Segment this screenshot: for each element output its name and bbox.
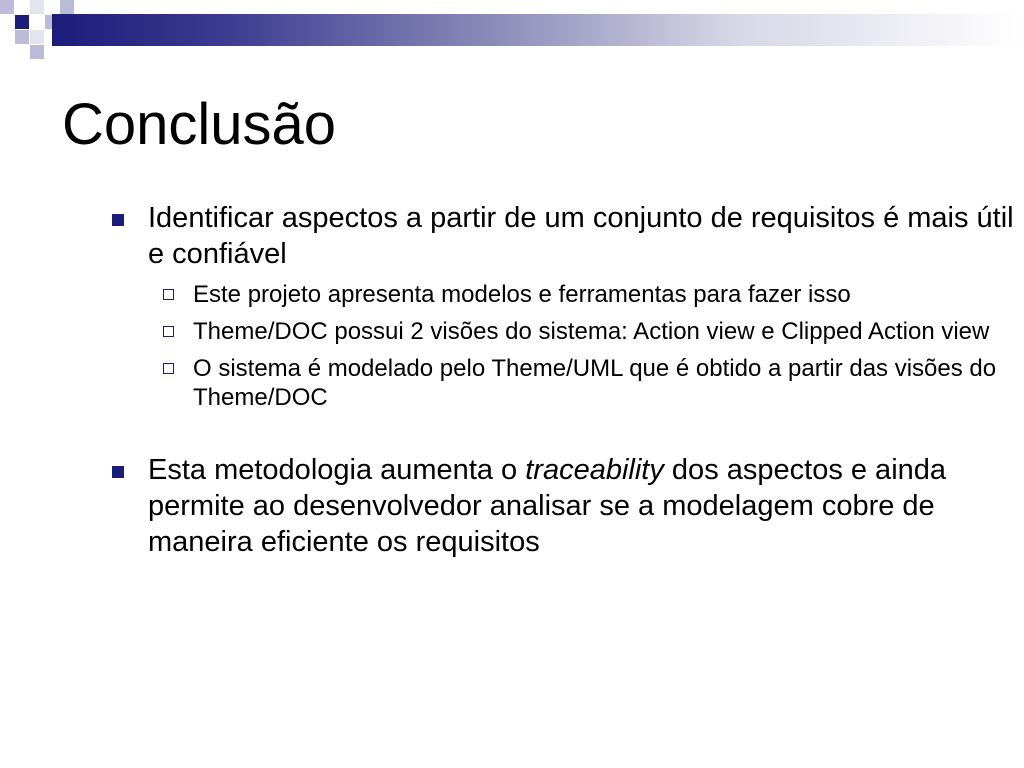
sub-bullet-text: Este projeto apresenta modelos e ferramentas para fazer isso (193, 281, 851, 308)
bullet-item (148, 200, 1014, 412)
sub-bullet-item (193, 280, 1005, 309)
sub-bullet-item (193, 317, 1005, 346)
header-decoration (0, 0, 1024, 64)
decorative-square (15, 30, 29, 44)
bullet-text-emphasis: traceability (525, 454, 664, 486)
sub-bullet-item (193, 354, 1005, 412)
bullet-text: Identificar aspectos a partir de um conjunto de requisitos é mais útil e confiável (148, 202, 1014, 270)
sub-bullet-text: Theme/DOC possui 2 visões do sistema: Action view e Clipped Action view (193, 318, 990, 345)
decorative-square (15, 15, 29, 29)
filled-square-icon (112, 214, 124, 226)
hollow-square-icon (163, 326, 174, 337)
bullet-text-start: Esta metodologia aumenta o (148, 454, 526, 486)
filled-square-icon (112, 466, 124, 478)
decorative-square (30, 45, 44, 59)
decorative-square (60, 0, 74, 14)
bullet-text-end: dos aspectos e ainda permite ao desenvolvedor analisar se a modelagem cobre de maneira eficiente os requisitos (148, 454, 947, 558)
slide-content (0, 200, 1024, 560)
gradient-header-bar (52, 14, 1024, 46)
hollow-square-icon (163, 289, 174, 300)
decorative-square (30, 30, 44, 44)
bullet-text (148, 452, 1014, 560)
slide-title: Conclusão (62, 92, 337, 157)
decorative-square (30, 0, 44, 14)
bullet-item (148, 452, 1014, 560)
decorative-square (0, 0, 14, 14)
sub-bullet-text: O sistema é modelado pelo Theme/UML que é obtido a partir das visões do Theme/DOC (193, 355, 997, 411)
hollow-square-icon (163, 363, 174, 374)
